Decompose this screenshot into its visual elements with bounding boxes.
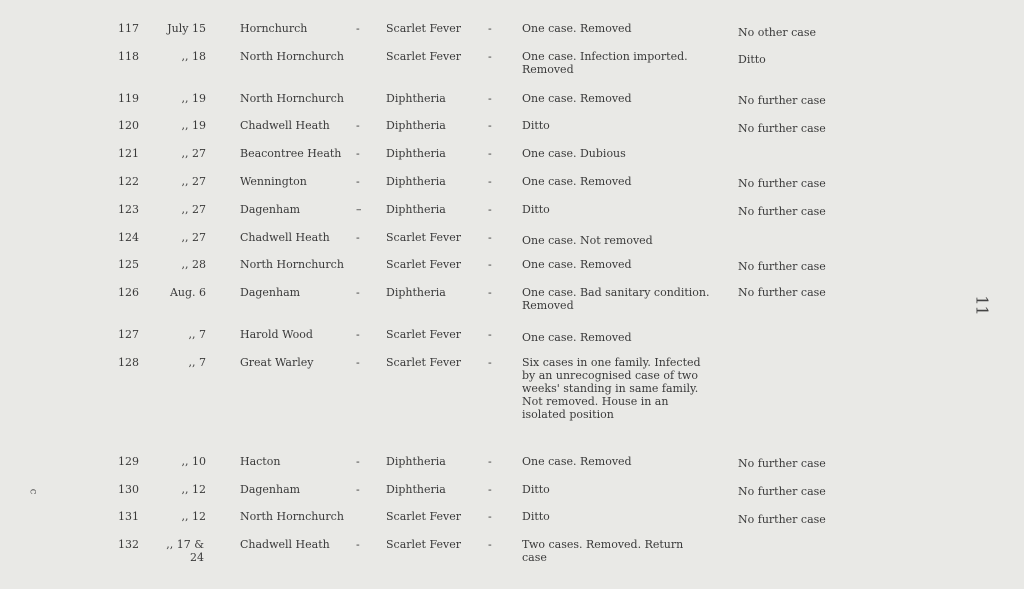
case-notes: One case. Removed: [522, 258, 632, 271]
separator-dash: -: [488, 483, 492, 496]
separator-dash: -: [488, 258, 492, 271]
case-result: No further case: [738, 94, 826, 107]
separator-dash: -: [488, 286, 492, 299]
separator-dash: –: [356, 203, 362, 216]
case-date: ,, 7: [188, 328, 206, 341]
case-notes: Ditto: [522, 483, 550, 496]
case-date: ,, 19: [181, 92, 206, 105]
case-disease: Scarlet Fever: [386, 231, 461, 244]
case-disease: Scarlet Fever: [386, 510, 461, 523]
case-result: No further case: [738, 513, 826, 526]
separator-dash: -: [356, 538, 360, 551]
case-notes: Ditto: [522, 510, 550, 523]
case-result: No further case: [738, 205, 826, 218]
separator-dash: -: [356, 483, 360, 496]
case-result: Ditto: [738, 53, 766, 66]
margin-mark: c: [27, 488, 39, 495]
separator-dash: -: [488, 175, 492, 188]
case-result: No further case: [738, 122, 826, 135]
case-date: ,, 27: [181, 147, 206, 160]
case-number: 129: [118, 455, 139, 468]
case-place: Dagenham: [240, 483, 301, 496]
page-number: 11: [972, 295, 992, 316]
separator-dash: -: [356, 22, 360, 35]
case-result: No further case: [738, 260, 826, 273]
case-date: Aug. 6: [169, 286, 206, 299]
separator-dash: -: [488, 510, 492, 523]
case-place: Chadwell Heath: [240, 231, 330, 244]
case-disease: Scarlet Fever: [386, 356, 461, 369]
separator-dash: -: [488, 231, 492, 244]
case-place: North Hornchurch: [240, 50, 344, 63]
separator-dash: -: [356, 455, 360, 468]
case-notes: One case. Removed: [522, 331, 632, 344]
case-place: Dagenham: [240, 203, 301, 216]
case-place: Chadwell Heath: [240, 119, 330, 132]
case-disease: Scarlet Fever: [386, 328, 461, 341]
case-place: North Hornchurch: [240, 510, 344, 523]
case-disease: Diphtheria: [386, 483, 446, 496]
case-date: ,, 17 & 24: [166, 538, 204, 564]
case-disease: Scarlet Fever: [386, 538, 461, 551]
case-result: No further case: [738, 286, 826, 299]
case-notes: One case. Dubious: [522, 147, 626, 160]
separator-dash: -: [356, 286, 360, 299]
case-number: 132: [118, 538, 139, 551]
case-place: Hornchurch: [240, 22, 308, 35]
case-disease: Diphtheria: [386, 455, 446, 468]
case-date: ,, 27: [181, 231, 206, 244]
case-place: Great Warley: [240, 356, 314, 369]
case-result: No other case: [738, 26, 817, 39]
case-number: 123: [118, 203, 139, 216]
case-number: 131: [118, 510, 139, 523]
separator-dash: -: [488, 203, 492, 216]
case-number: 124: [118, 231, 139, 244]
case-notes: Six cases in one family. Infected by an unrecognised case of two weeks' standing in same family. Not removed. House in an isolated position: [522, 356, 701, 421]
case-disease: Diphtheria: [386, 119, 446, 132]
case-date: ,, 12: [181, 483, 206, 496]
case-number: 119: [118, 92, 139, 105]
case-place: Beacontree Heath: [240, 147, 342, 160]
separator-dash: -: [488, 356, 492, 369]
case-place: Dagenham: [240, 286, 301, 299]
case-place: Harold Wood: [240, 328, 313, 341]
case-place: North Hornchurch: [240, 258, 344, 271]
case-date: ,, 10: [181, 455, 206, 468]
separator-dash: -: [488, 22, 492, 35]
case-place: Chadwell Heath: [240, 538, 330, 551]
separator-dash: -: [488, 538, 492, 551]
separator-dash: -: [488, 119, 492, 132]
case-place: Wennington: [240, 175, 307, 188]
separator-dash: -: [356, 328, 360, 341]
case-notes: One case. Removed: [522, 175, 632, 188]
case-number: 130: [118, 483, 139, 496]
separator-dash: -: [488, 328, 492, 341]
case-number: 126: [118, 286, 139, 299]
case-number: 125: [118, 258, 139, 271]
case-disease: Scarlet Fever: [386, 22, 461, 35]
case-notes: One case. Bad sanitary condition. Removed: [522, 286, 710, 312]
case-disease: Diphtheria: [386, 203, 446, 216]
case-date: ,, 28: [181, 258, 206, 271]
separator-dash: -: [356, 119, 360, 132]
separator-dash: -: [488, 92, 492, 105]
separator-dash: -: [488, 50, 492, 63]
case-number: 117: [118, 22, 139, 35]
case-disease: Diphtheria: [386, 175, 446, 188]
separator-dash: -: [488, 455, 492, 468]
case-notes: Ditto: [522, 203, 550, 216]
case-result: No further case: [738, 457, 826, 470]
case-result: No further case: [738, 177, 826, 190]
case-place: Hacton: [240, 455, 281, 468]
case-number: 128: [118, 356, 139, 369]
case-date: ,, 19: [181, 119, 206, 132]
separator-dash: -: [356, 356, 360, 369]
case-date: July 15: [167, 22, 206, 35]
case-date: ,, 7: [188, 356, 206, 369]
case-date: ,, 27: [181, 203, 206, 216]
case-number: 127: [118, 328, 139, 341]
separator-dash: -: [488, 147, 492, 160]
case-notes: Two cases. Removed. Return case: [522, 538, 684, 564]
case-date: ,, 18: [181, 50, 206, 63]
case-disease: Diphtheria: [386, 147, 446, 160]
case-disease: Scarlet Fever: [386, 50, 461, 63]
separator-dash: -: [356, 147, 360, 160]
separator-dash: -: [356, 175, 360, 188]
separator-dash: -: [356, 231, 360, 244]
case-notes: One case. Removed: [522, 455, 632, 468]
case-notes: One case. Infection imported. Removed: [522, 50, 688, 76]
case-place: North Hornchurch: [240, 92, 344, 105]
case-notes: One case. Not removed: [522, 234, 653, 247]
case-notes: One case. Removed: [522, 92, 632, 105]
case-date: ,, 27: [181, 175, 206, 188]
case-number: 120: [118, 119, 139, 132]
case-notes: Ditto: [522, 119, 550, 132]
case-date: ,, 12: [181, 510, 206, 523]
case-number: 118: [118, 50, 139, 63]
case-disease: Scarlet Fever: [386, 258, 461, 271]
case-number: 121: [118, 147, 139, 160]
case-number: 122: [118, 175, 139, 188]
case-result: No further case: [738, 485, 826, 498]
case-disease: Diphtheria: [386, 92, 446, 105]
case-notes: One case. Removed: [522, 22, 632, 35]
case-disease: Diphtheria: [386, 286, 446, 299]
